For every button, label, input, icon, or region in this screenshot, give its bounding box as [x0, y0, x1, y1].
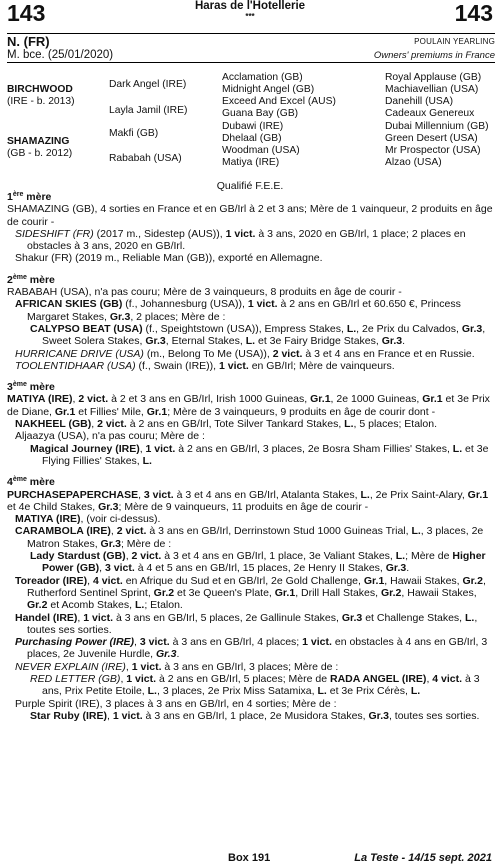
text-run: SIDESHIFT (FR)	[15, 227, 94, 240]
pedigree-g1-4: Rababah (USA)	[109, 153, 182, 164]
pedigree-g3-8: Alzao (USA)	[385, 157, 442, 168]
text-run: Gr.2	[153, 586, 175, 599]
produce-entry	[7, 513, 496, 525]
text-run: Gr.1	[54, 405, 76, 418]
text-run: , toutes ses sorties.	[388, 709, 480, 722]
qualification: Qualifié F.E.E.	[216, 180, 284, 192]
text-run: à 3 ans, Prix Petite Etoile,	[42, 672, 480, 698]
text-run: Gr.3	[145, 335, 166, 348]
pedigree-sire: BIRCHWOOD	[7, 84, 73, 95]
text-run: L.	[395, 550, 406, 563]
text-run: , Hawaii Stakes,	[401, 586, 477, 599]
text-run: , Eternal Stakes,	[165, 335, 246, 348]
text-run: à 3 ans en GB/Irl, 4 places;	[169, 636, 303, 649]
text-run: , 5 places; Etalon.	[353, 418, 437, 431]
text-run: 1 vict.	[219, 359, 249, 372]
pedigree-dam: SHAMAZING	[7, 136, 70, 147]
text-run: Gr.1	[274, 586, 296, 599]
text-run: Gr.3	[100, 537, 121, 550]
text-run: L.	[142, 454, 152, 467]
text-run: à 2 ans en GB/Irl, Tote Silver Tankard Stakes,	[126, 418, 345, 431]
text-run: CALYPSO BEAT (USA)	[30, 322, 143, 335]
produce-entry	[7, 252, 496, 264]
text-run: 4 vict.	[432, 672, 463, 685]
text-run: 1	[7, 191, 13, 203]
text-run: (2017 m., Sidestep (AUS)),	[93, 227, 226, 240]
text-run: RABABAH (USA), n'a pas couru; Mère de 3 vainqueurs, 8 produits en âge de courir -	[7, 286, 402, 299]
text-run: mère	[26, 381, 55, 394]
produce-entry	[7, 612, 496, 637]
text-run: Higher Power (GB)	[42, 550, 486, 575]
horse-type: POULAIN YEARLING	[414, 37, 495, 46]
text-run: , toutes ses sorties.	[27, 611, 478, 636]
text-run: Gr.3	[368, 709, 389, 722]
pedigree-g3-5: Dubai Millennium (GB)	[385, 121, 489, 132]
text-run: L.	[344, 418, 354, 431]
text-run: .	[402, 335, 406, 348]
text-run: ,	[134, 636, 140, 649]
text-run: , 2 places; Mère de :	[130, 310, 226, 323]
text-run: Gr.3	[381, 335, 403, 348]
text-run: 4 vict.	[93, 574, 123, 587]
pedigree-g2-8: Matiya (IRE)	[222, 157, 280, 168]
text-run: Gr.3	[461, 322, 483, 335]
text-run: et Acomb Stakes,	[47, 599, 135, 612]
text-run: Shakur (FR) (2019 m., Reliable Man (GB)), exporté en Allemagne.	[15, 252, 323, 265]
text-run: Gr.3	[109, 310, 131, 323]
lot-number-left: 143	[7, 0, 46, 26]
text-run: , 3 places, 2e Prix Miss Satamixa,	[156, 685, 318, 698]
text-run: 2 vict.	[131, 550, 162, 563]
text-run: Star Ruby (IRE)	[30, 709, 108, 722]
text-run: 1 vict.	[247, 298, 278, 311]
text-run: ,	[99, 562, 106, 575]
text-run: en GB/Irl; Mère de vainqueurs.	[248, 359, 395, 372]
dam-entry	[7, 393, 496, 418]
text-run: .	[406, 562, 410, 575]
text-run: ,	[125, 660, 132, 673]
text-run: Gr.2	[462, 574, 483, 587]
text-run: (f., Swain (IRE)),	[135, 359, 220, 372]
lot-number-right: 143	[454, 0, 493, 26]
text-run: ; Mère de 9 vainqueurs, 11 produits en âge de courir -	[118, 500, 369, 513]
pedigree-dam-info: (GB - b. 2012)	[7, 148, 73, 159]
text-run: .	[176, 648, 180, 661]
horse-name: N. (FR)	[7, 34, 50, 49]
owners-premiums: Owners' premiums in France	[373, 50, 495, 61]
pedigree-g2-6: Dhelaal (GB)	[222, 133, 282, 144]
text-run: 1 vict.	[302, 636, 332, 649]
text-run: MATIYA (IRE)	[7, 393, 73, 406]
text-run: (f., Speightstown (USA)), Empress Stakes,	[142, 322, 347, 335]
text-run: RADA ANGEL (IRE)	[329, 672, 427, 685]
text-run: à 2 ans en GB/Irl, 5 places; Mère de	[156, 672, 330, 685]
text-run: à 2 ans en GB/Irl et 60.650 €, Princess Margaret Stakes,	[27, 298, 461, 323]
text-run: 1 vict.	[83, 611, 114, 624]
produce-entry	[7, 710, 496, 722]
section-heading-3rd-dam: 3ème mère	[7, 381, 55, 394]
pedigree-g2-2: Midnight Angel (GB)	[222, 84, 315, 95]
text-run: Gr.2	[380, 586, 402, 599]
page-footer	[0, 852, 500, 866]
text-run: et Challenge Stakes,	[362, 611, 466, 624]
text-run: Aljaazya (USA), n'a pas couru; Mère de :	[15, 430, 205, 443]
text-run: Lady Stardust (GB)	[30, 550, 126, 563]
produce-entry	[7, 323, 496, 348]
text-run: SHAMAZING (GB), 4 sorties en France et en GB/Irl à 2 et 3 ans; Mère de 1 vainqueur, 2 produits en âge de courir -	[7, 203, 493, 228]
text-run: 2	[7, 273, 13, 286]
horse-birth: M. bce. (25/01/2020)	[7, 49, 114, 61]
pedigree-g2-1: Acclamation (GB)	[222, 72, 303, 83]
text-run: à 4 et 5 ans en GB/Irl, 15 places, 2e Henry II Stakes,	[134, 562, 386, 575]
pedigree-g3-4: Cadeaux Genereux	[385, 108, 475, 119]
pedigree-g2-4: Guana Bay (GB)	[222, 108, 299, 119]
text-run: Handel (IRE)	[15, 611, 78, 624]
dam-entry	[7, 489, 496, 514]
text-run: et 4e Child Stakes,	[7, 500, 99, 513]
text-run: 3 vict.	[105, 562, 135, 575]
produce-entry	[7, 348, 496, 360]
pedigree-g2-7: Woodman (USA)	[222, 145, 300, 156]
produce-entry	[7, 443, 496, 468]
text-run: Gr.3	[156, 648, 177, 661]
text-run: ,	[77, 611, 84, 624]
footer-box: Box 191	[228, 852, 271, 864]
produce-entry	[7, 673, 496, 698]
text-run: 2 vict.	[116, 525, 147, 538]
text-run: , 2e Prix Saint-Alary,	[369, 488, 468, 501]
horse-header	[7, 33, 495, 63]
text-run: Gr.2	[27, 599, 48, 612]
consignor-name: Haras de l'Hotellerie	[194, 0, 306, 12]
text-run: ,	[91, 418, 98, 431]
text-run: Gr.1	[422, 393, 443, 406]
text-run: 1 vict.	[112, 709, 143, 722]
pedigree-g3-2: Machiavellian (USA)	[385, 84, 479, 95]
dam-entry	[7, 286, 496, 298]
text-run: ,	[120, 672, 127, 685]
text-run: Gr.1	[363, 574, 385, 587]
produce-entry	[7, 698, 496, 710]
pedigree-g3-3: Danehill (USA)	[385, 96, 454, 107]
text-run: à 3 ans en GB/Irl, 5 places, 2e Gallinule Stakes,	[113, 611, 342, 624]
text-run: 1 vict.	[131, 660, 162, 673]
text-run: CARAMBOLA (IRE)	[15, 525, 111, 538]
text-run: L.	[360, 488, 370, 501]
text-run: ,	[72, 393, 79, 406]
text-run: NAKHEEL (GB)	[15, 418, 92, 431]
text-run: et 3e Prix Cérès,	[326, 685, 411, 698]
produce-entry	[7, 360, 496, 372]
text-run: et 3e Fairy Bridge Stakes,	[255, 335, 382, 348]
text-run: 3 vict.	[143, 488, 174, 501]
produce-entry	[7, 298, 496, 323]
text-run: 2 vict.	[272, 347, 303, 360]
text-run: à 2 ans en GB/Irl, 3 places, 2e Bosra Sham Fillies' Stakes,	[175, 442, 453, 455]
text-run: , 3 places, 2e Matron Stakes,	[27, 525, 484, 550]
text-run: , Hawaii Stakes,	[384, 574, 463, 587]
text-run: L.	[410, 685, 421, 698]
text-run: à 3 et 4 ans en GB/Irl, 1 place, 3e Valiant Stakes,	[161, 550, 396, 563]
text-run: 2 vict.	[97, 418, 127, 431]
text-run: ; Etalon.	[144, 599, 183, 612]
produce-entry	[7, 636, 496, 661]
text-run: Gr.3	[385, 562, 407, 575]
text-run: mère	[23, 191, 52, 203]
text-run: TOOLENTIDHAAR (USA)	[15, 359, 136, 372]
text-run: MATIYA (IRE)	[15, 513, 81, 526]
text-run: L.	[147, 685, 157, 698]
text-run: , Drill Hall Stakes,	[295, 586, 381, 599]
text-run: L.	[452, 442, 463, 455]
footer-venue: La Teste - 14/15 sept. 2021	[354, 852, 492, 864]
text-run: Gr.1	[310, 393, 331, 406]
pedigree-g3-1: Royal Applause (GB)	[385, 72, 482, 83]
text-run: ,	[139, 442, 146, 455]
produce-entry	[7, 661, 496, 673]
text-run: ,	[87, 574, 93, 587]
pedigree-g3-7: Mr Prospector (USA)	[385, 145, 481, 156]
text-run: ,	[110, 525, 117, 538]
text-run: et 3e Flying Fillies' Stakes,	[42, 442, 489, 467]
text-run: L.	[245, 335, 256, 348]
text-run: à 3 ans en GB/Irl, Derrinstown Stud 1000 Guineas Trial,	[146, 525, 412, 538]
section-heading-1st-dam: 1ère mère	[7, 191, 52, 203]
pedigree-g1-1: Dark Angel (IRE)	[109, 79, 187, 90]
text-run: mère	[26, 273, 55, 286]
text-run: ,	[107, 709, 113, 722]
text-run: , Sweet Solera Stakes,	[42, 322, 486, 348]
text-run: ; Mère de 3 vainqueurs, 9 produits en âge de courir dont -	[167, 405, 436, 418]
text-run: ,	[426, 672, 433, 685]
text-run: (m., Belong To Me (USA)),	[143, 347, 273, 360]
pedigree-g3-6: Green Desert (USA)	[385, 133, 478, 144]
produce-entry	[7, 418, 496, 430]
text-run: L.	[411, 525, 421, 538]
text-run: (f., Johannesburg (USA)),	[122, 298, 248, 311]
text-run: NEVER EXPLAIN (IRE)	[15, 660, 126, 673]
text-run: à 2 et 3 ans en GB/Irl, Irish 1000 Guineas,	[108, 393, 311, 406]
text-run: ,	[125, 550, 132, 563]
produce-entry	[7, 575, 496, 612]
pedigree-sire-info: (IRE - b. 2013)	[7, 96, 75, 107]
text-run: Magical Journey (IRE)	[30, 442, 140, 455]
text-run: ,	[138, 488, 144, 501]
text-run: 4	[7, 476, 13, 489]
text-run: à 3 ans, 2020 en GB/Irl, 1 place; 2 places en obstacles à 3 ans, 2020 en GB/Irl.	[27, 227, 466, 253]
dam-entry	[7, 203, 496, 228]
text-run: Gr.3	[341, 611, 363, 624]
text-run: , Rutherford Sentinel Sprint,	[27, 574, 486, 599]
text-run: 2 vict.	[78, 393, 109, 406]
catalogue-body	[7, 191, 496, 722]
produce-entry	[7, 228, 496, 253]
text-run: L.	[317, 685, 327, 698]
pedigree-table	[7, 68, 495, 174]
text-run: 1 vict.	[145, 442, 176, 455]
text-run: ; Mère de	[405, 550, 453, 563]
text-run: Gr.1	[146, 405, 168, 418]
text-run: et Fillies' Mile,	[75, 405, 147, 418]
pedigree-g1-2: Layla Jamil (IRE)	[109, 105, 188, 116]
text-run: Purchasing Power (IRE)	[15, 636, 135, 649]
text-run: RED LETTER (GB)	[30, 672, 121, 685]
text-run: L.	[465, 611, 475, 624]
text-run: à 3 ans en GB/Irl, 3 places; Mère de :	[161, 660, 339, 673]
text-run: , 2e 1000 Guineas,	[330, 393, 423, 406]
text-run: 3 vict.	[139, 636, 170, 649]
text-run: et 3e Prix de Diane,	[7, 393, 490, 418]
text-run: en Afrique du Sud et en GB/Irl, 2e Gold Challenge,	[122, 574, 364, 587]
pedigree-g1-3: Makfi (GB)	[109, 128, 159, 139]
consignor-stars: ***	[245, 12, 255, 21]
text-run: Toreador (IRE)	[15, 574, 88, 587]
pedigree-g2-5: Dubawi (IRE)	[222, 121, 284, 132]
text-run: 3	[7, 381, 13, 394]
text-run: Purple Spirit (IRE), 3 places à 3 ans en GB/Irl, en 4 sorties; Mère de :	[15, 697, 337, 710]
produce-entry	[7, 550, 496, 575]
text-run: , 2e Prix du Calvados,	[356, 322, 462, 335]
text-run: PURCHASEPAPERCHASE	[7, 488, 139, 501]
text-run: , (voir ci-dessus).	[80, 513, 161, 526]
text-run: 1 vict.	[225, 227, 256, 240]
section-heading-4th-dam: 4ème mère	[7, 476, 55, 489]
text-run: en obstacles à 4 ans en GB/Irl, 3 places, 2e Juvenile Hurdle,	[27, 636, 488, 661]
text-run: 1 vict.	[126, 672, 157, 685]
pedigree-g2-3: Exceed And Excel (AUS)	[222, 96, 336, 107]
text-run: L.	[134, 599, 145, 612]
produce-entry	[7, 525, 496, 550]
text-run: à 3 ans en GB/Irl, 1 place, 2e Musidora Stakes,	[142, 709, 369, 722]
text-run: à 3 et 4 ans en GB/Irl, Atalanta Stakes,	[173, 488, 361, 501]
text-run: AFRICAN SKIES (GB)	[15, 298, 123, 311]
text-run: mère	[26, 476, 55, 489]
produce-entry	[7, 430, 496, 442]
text-run: Gr.3	[98, 500, 119, 513]
text-run: et 3e Queen's Plate,	[174, 586, 275, 599]
text-run: ; Mère de :	[120, 537, 172, 550]
text-run: L.	[346, 322, 357, 335]
section-heading-2nd-dam: 2ème mère	[7, 273, 55, 286]
text-run: HURRICANE DRIVE (USA)	[15, 347, 144, 360]
text-run: à 3 et 4 ans en France et en Russie.	[302, 347, 475, 360]
text-run: Gr.1	[467, 488, 489, 501]
